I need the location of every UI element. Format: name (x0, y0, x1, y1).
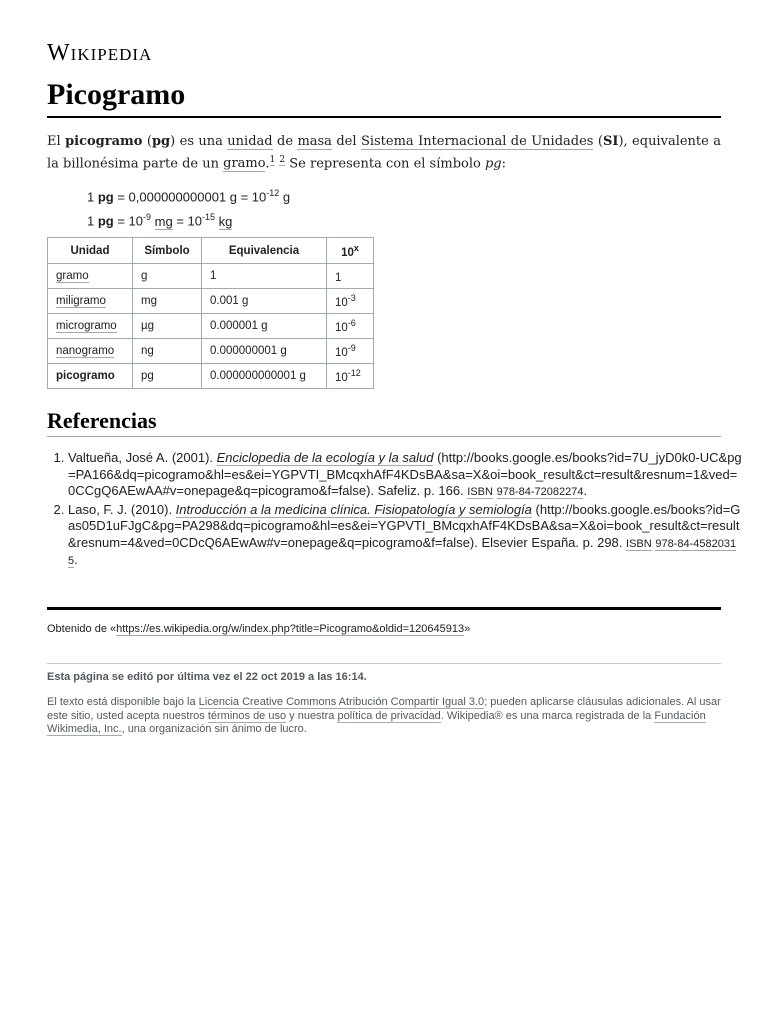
cell-power-exp: -6 (347, 318, 356, 329)
wikimedia-foundation-link[interactable]: Fundación Wikimedia, Inc. (47, 709, 706, 735)
license-text: ; pueden aplicarse cláusulas adicionales. Al usar este sitio, usted acepta nuestros (47, 696, 721, 722)
link-masa[interactable]: masa (297, 134, 332, 149)
cell-power-exp: -3 (347, 293, 356, 304)
lead-paragraph (47, 132, 721, 173)
cell-simbolo: ng (133, 339, 202, 364)
table-row (48, 264, 374, 289)
references-list (47, 450, 744, 571)
content-end-divider (47, 607, 721, 610)
cell-power-base: 10 (335, 321, 348, 334)
cell-power (327, 289, 374, 314)
link-gramo[interactable]: gramo (223, 156, 266, 172)
formula-text: 1 (87, 213, 98, 229)
cell-equivalencia: 0.000001 g (202, 314, 327, 339)
license-text: El texto está disponible bajo la (47, 696, 199, 708)
retrieved-url-link[interactable]: https://es.wikipedia.org/w/index.php?title=Picogramo&oldid=120645913 (116, 623, 465, 635)
cell-equivalencia: 1 (202, 264, 327, 289)
formula-exponent: -12 (266, 188, 280, 198)
lead-text: Se representa con el símbolo (285, 156, 485, 172)
cell-unidad-current: picogramo (56, 370, 115, 382)
table-row (48, 314, 374, 339)
formula-text: 1 (87, 189, 98, 205)
cell-simbolo: pg (133, 364, 202, 389)
reference-publisher: . Safeliz. p. 166. (370, 483, 468, 498)
formula-line-1 (87, 183, 290, 207)
references-heading: Referencias (47, 408, 157, 433)
lead-text: ) es una (170, 134, 228, 149)
units-table (47, 237, 374, 389)
cell-power (327, 364, 374, 389)
table-row (48, 364, 374, 389)
reference-item (68, 450, 744, 501)
privacy-policy-link[interactable]: política de privacidad (337, 709, 441, 722)
header-power (327, 238, 374, 264)
link-sistema-internacional[interactable]: Sistema Internacional de Unidades (360, 134, 594, 149)
formula-text: = 0,000000000001 g = 10 (113, 189, 267, 205)
terms-of-use-link[interactable]: términos de uso (207, 709, 287, 722)
license-cc-link[interactable]: Licencia Creative Commons Atribución Compartir Igual 3.0 (198, 696, 485, 708)
cell-equivalencia: 0.000000000001 g (202, 364, 327, 389)
formula-exponent: -9 (143, 212, 152, 223)
cell-unidad (48, 264, 133, 289)
formula-exponent: -15 (202, 212, 216, 223)
reference-url[interactable]: (http://books.google.es/books?id=Gas05D1uFJgC&pg=PA298&dq=picogramo&hl=es&ei=YGPVTI_BMcqxhAfF4KDsBA&sa=X&oi=book_result&ct=result&resnum=4&ved=0CDcQ6AEwAw#v=onepage&q=picogramo&f=false) (68, 501, 741, 550)
lead-text: de (272, 134, 298, 149)
retrieved-from (47, 623, 721, 635)
formula-unit: pg (97, 189, 114, 205)
isbn-label-link[interactable]: ISBN (467, 486, 493, 498)
page-title: Picogramo (47, 78, 721, 118)
cell-power-exp: -12 (347, 368, 361, 379)
cell-simbolo: mg (133, 289, 202, 314)
cell-unidad (48, 339, 133, 364)
lead-symbol: pg (484, 156, 502, 172)
lead-text: ( (142, 134, 152, 149)
link-miligramo[interactable]: miligramo (56, 295, 106, 307)
link-nanogramo[interactable]: nanogramo (56, 345, 115, 357)
reference-1-link[interactable]: 1 (269, 155, 276, 165)
formula-line-2 (87, 207, 290, 231)
cell-power-base: 10 (335, 371, 348, 384)
lead-text: : (501, 156, 507, 172)
references-heading-rule (47, 436, 721, 437)
isbn-link[interactable]: 978-84-72082274 (496, 486, 584, 498)
lead-text: ( (593, 134, 603, 149)
lead-bold-term: picogramo (65, 134, 143, 149)
header-power-exp: x (353, 242, 359, 253)
footer-divider (47, 663, 721, 664)
reference-end: . (74, 552, 78, 567)
cell-unidad (48, 364, 133, 389)
cell-power-base: 10 (335, 346, 348, 359)
formula-unit: pg (97, 213, 114, 229)
cell-unidad (48, 289, 133, 314)
lead-text: del (331, 134, 361, 149)
wikipedia-wordmark[interactable]: Wikipedia (47, 40, 153, 66)
lead-text: . (265, 156, 270, 172)
last-edit-notice: Esta página se editó por última vez el 22 oct 2019 a las 16:14. (47, 671, 367, 683)
reference-work-link[interactable]: Enciclopedia de la ecología y la salud (216, 450, 434, 465)
retrieved-prefix: Obtenido de « (47, 623, 117, 635)
isbn-link[interactable]: 978-84-45820315 (68, 537, 737, 567)
reference-url[interactable]: (http://books.google.es/books?id=7U_jyD0k0-UC&pg=PA166&dq=picogramo&hl=es&ei=YGPVTI_BMcqxhAfF4KDsBA&sa=X&oi=book_result&ct=result&resnum=1&ved=0CCgQ6AEwAA#v=onepage&q=picogramo&f=false) (68, 450, 742, 498)
reference-publisher: . Elsevier España. p. 298. (474, 534, 627, 550)
cell-simbolo: g (133, 264, 202, 289)
reference-author: Laso, F. J. (2010). (68, 501, 176, 517)
header-equivalencia: Equivalencia (202, 238, 327, 264)
table-row (48, 339, 374, 364)
link-microgramo[interactable]: microgramo (56, 320, 117, 332)
formula-text: = 10 (113, 213, 144, 229)
license-text: , una organización sin ánimo de lucro. (121, 723, 307, 735)
reference-work-link[interactable]: Introducción a la medicina clínica. Fisiopatología y semiología (175, 501, 532, 517)
lead-text: El (47, 134, 66, 149)
reference-end: . (583, 483, 588, 498)
cell-power (327, 264, 374, 289)
formula-text: = 10 (172, 213, 202, 229)
retrieved-suffix: » (464, 623, 471, 635)
license-notice (47, 696, 721, 737)
license-text: . Wikipedia® es una marca registrada de la (440, 709, 655, 722)
cell-power-base: 1 (335, 271, 342, 284)
cell-unidad (48, 314, 133, 339)
reference-2-link[interactable]: 2 (279, 155, 286, 165)
cell-power-exp: -9 (347, 343, 356, 354)
table-header-row (48, 238, 374, 264)
isbn-label-link[interactable]: ISBN (626, 537, 652, 550)
reference-author: Valtueña, José A. (2001). (68, 450, 217, 465)
lead-bold-si: SI (602, 134, 619, 149)
reference-item (68, 502, 744, 570)
license-text: y nuestra (286, 709, 338, 722)
link-mg[interactable]: mg (154, 213, 173, 229)
cell-power-base: 10 (335, 296, 348, 309)
cell-equivalencia: 0.000000001 g (202, 339, 327, 364)
cell-equivalencia: 0.001 g (202, 289, 327, 314)
cell-simbolo: µg (133, 314, 202, 339)
formula-text: g (279, 189, 291, 205)
lead-text: ), equivalente a la billonésima parte de un (47, 134, 721, 172)
header-unidad: Unidad (48, 238, 133, 264)
cell-power (327, 314, 374, 339)
lead-bold-symbol: pg (151, 134, 171, 149)
formulas (87, 183, 290, 232)
link-kg[interactable]: kg (218, 213, 233, 229)
link-unidad[interactable]: unidad (227, 134, 273, 149)
header-simbolo: Símbolo (133, 238, 202, 264)
cell-power (327, 339, 374, 364)
header-power-base: 10 (341, 246, 354, 259)
link-gramo-unit[interactable]: gramo (56, 270, 89, 282)
table-row (48, 289, 374, 314)
